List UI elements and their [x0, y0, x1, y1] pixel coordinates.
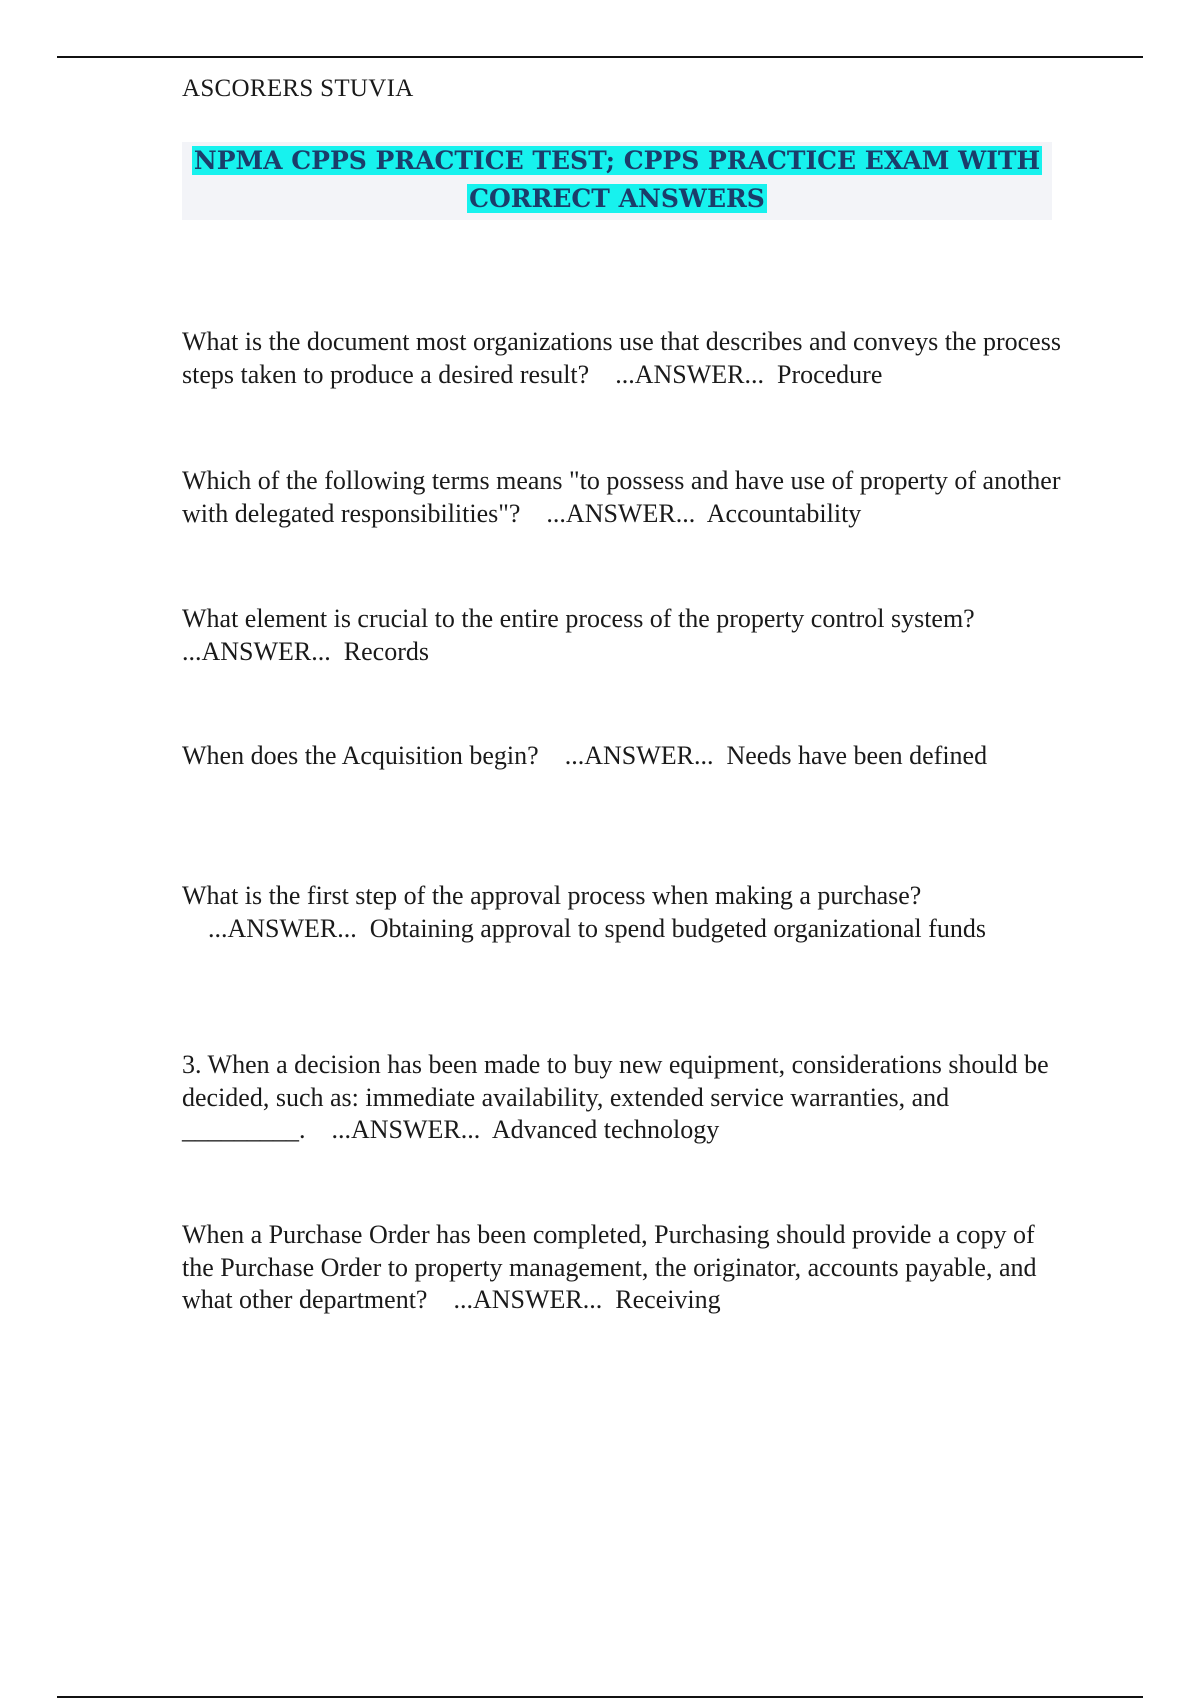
answer-marker: ...ANSWER... [331, 1115, 481, 1144]
document-title [182, 142, 1052, 220]
answer-marker: ...ANSWER... [615, 359, 764, 389]
answer-text: Needs have been defined [726, 741, 988, 770]
answer-marker: ...ANSWER... [546, 498, 696, 528]
qa-item-7 [182, 1219, 1062, 1317]
top-rule [57, 56, 1143, 58]
answer-marker: ...ANSWER... [453, 1285, 603, 1314]
question-text: When a Purchase Order has been completed, Purchasing should provide a copy of the Purchase Order to property management, the originator, accounts payable, and what other department? [182, 1220, 1037, 1314]
question-text: What is the document most organizations use that describes and conveys the process steps taken to produce a desired result? [182, 327, 1061, 389]
answer-text: Procedure [776, 359, 883, 389]
qa-item-6 [182, 1049, 1062, 1147]
qa-item-2 [182, 465, 1062, 530]
qa-item-3 [182, 603, 1062, 668]
answer-marker: ...ANSWER... [208, 913, 357, 943]
qa-item-1 [182, 326, 1062, 391]
question-text: 3. When a decision has been made to buy new equipment, considerations should be decided, such as: immediate availability, extended service warranties, and _________. [182, 1050, 1049, 1144]
page-header: ASCORERS STUVIA [182, 75, 414, 102]
bottom-rule [57, 1696, 1143, 1698]
question-text: When does the Acquisition begin? [182, 741, 539, 770]
question-text: What is the first step of the approval process when making a purchase? [182, 881, 922, 910]
answer-text: Obtaining approval to spend budgeted organizational funds [369, 913, 986, 943]
answer-text: Records [343, 636, 429, 666]
answer-marker: ...ANSWER... [182, 636, 331, 666]
question-text: Which of the following terms means "to possess and have use of property of another with delegated responsibilities"? [182, 466, 1061, 528]
answer-marker: ...ANSWER... [564, 741, 714, 770]
answer-text: Accountability [706, 498, 862, 528]
title-line-2: CORRECT ANSWERS [469, 184, 765, 213]
question-text: What element is crucial to the entire process of the property control system? [182, 604, 975, 633]
answer-text: Advanced technology [491, 1115, 720, 1144]
qa-item-4 [182, 740, 1062, 773]
answer-text: Receiving [615, 1285, 721, 1314]
qa-item-5 [182, 880, 1062, 945]
title-line-1: NPMA CPPS PRACTICE TEST; CPPS PRACTICE EXAM WITH [193, 146, 1041, 175]
